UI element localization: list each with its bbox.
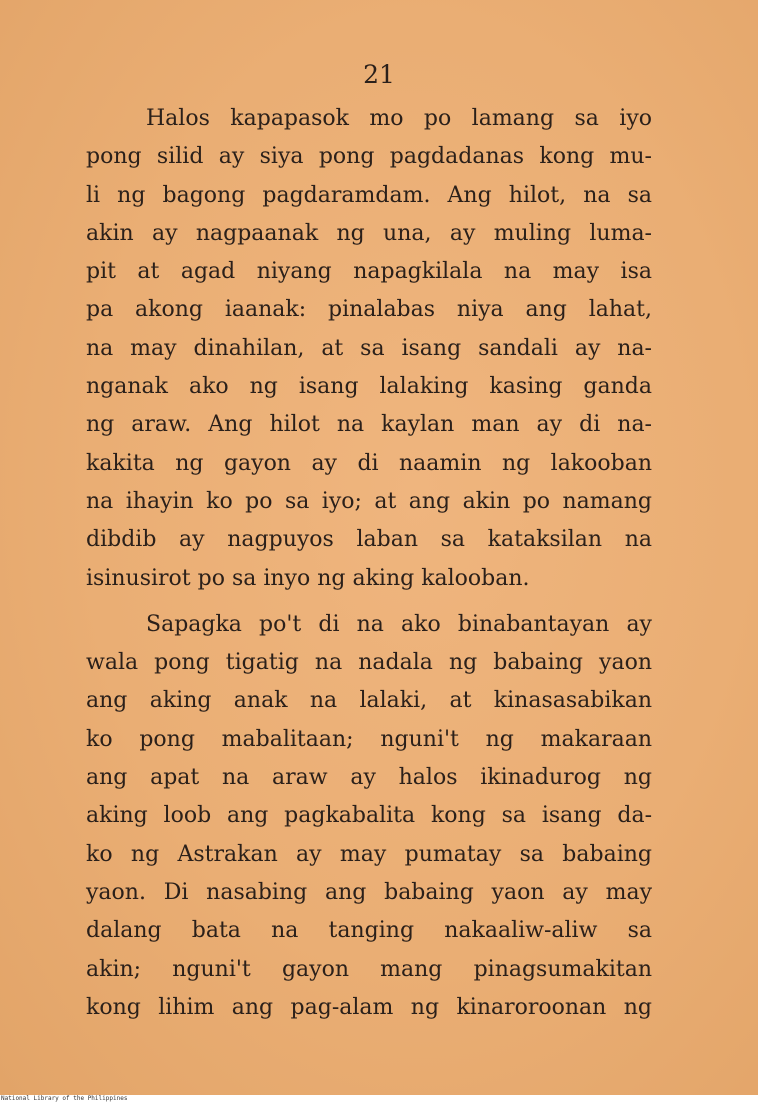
footer-strip <box>0 1095 758 1103</box>
text-line: ko pong mabalitaan; nguni't ng makaraan <box>86 726 652 752</box>
text-line: yaon. Di nasabing ang babaing yaon ay may <box>86 879 652 905</box>
text-line: pong silid ay siya pong pagdadanas kong mu- <box>86 144 652 170</box>
text-line: nganak ako ng isang lalaking kasing ganda <box>86 374 652 400</box>
library-credit: National Library of the Philippines <box>1 1095 128 1102</box>
text-line: ang aking anak na lalaki, at kinasasabikan <box>86 688 652 714</box>
text-line: li ng bagong pagdaramdam. Ang hilot, na sa <box>86 182 652 208</box>
text-line: pa akong iaanak: pinalabas niya ang lahat, <box>86 297 652 323</box>
page-number: 21 <box>363 60 395 89</box>
paragraph-2 <box>86 606 652 1027</box>
text-line: Halos kapapasok mo po lamang sa iyo <box>146 106 652 131</box>
text-line: dibdib ay nagpuyos laban sa kataksilan na <box>86 527 652 553</box>
text-line: ko ng Astrakan ay may pumatay sa babaing <box>86 841 652 867</box>
paragraph-1 <box>86 100 652 598</box>
text-block <box>86 100 652 1027</box>
text-line: aking loob ang pagkabalita kong sa isang da- <box>86 803 652 829</box>
text-line: kakita ng gayon ay di naamin ng lakooban <box>86 450 652 476</box>
text-line: akin; nguni't gayon mang pinagsumakitan <box>86 956 652 982</box>
text-line: isinusirot po sa inyo ng aking kalooban. <box>86 565 530 591</box>
text-line: kong lihim ang pag-alam ng kinaroroonan ng <box>86 994 652 1020</box>
text-line: Sapagka po't di na ako binabantayan ay <box>146 611 652 637</box>
text-line: pit at agad niyang napagkilala na may isa <box>86 259 652 285</box>
text-line: na may dinahilan, at sa isang sandali ay na- <box>86 335 652 361</box>
text-line: ng araw. Ang hilot na kaylan man ay di na- <box>86 412 652 438</box>
text-line: wala pong tigatig na nadala ng babaing yaon <box>86 650 652 676</box>
text-line: dalang bata na tanging nakaaliw-aliw sa <box>86 918 652 944</box>
text-line: akin ay nagpaanak ng una, ay muling luma- <box>86 220 652 246</box>
text-line: ang apat na araw ay halos ikinadurog ng <box>86 765 652 791</box>
text-line: na ihayin ko po sa iyo; at ang akin po namang <box>86 488 652 514</box>
